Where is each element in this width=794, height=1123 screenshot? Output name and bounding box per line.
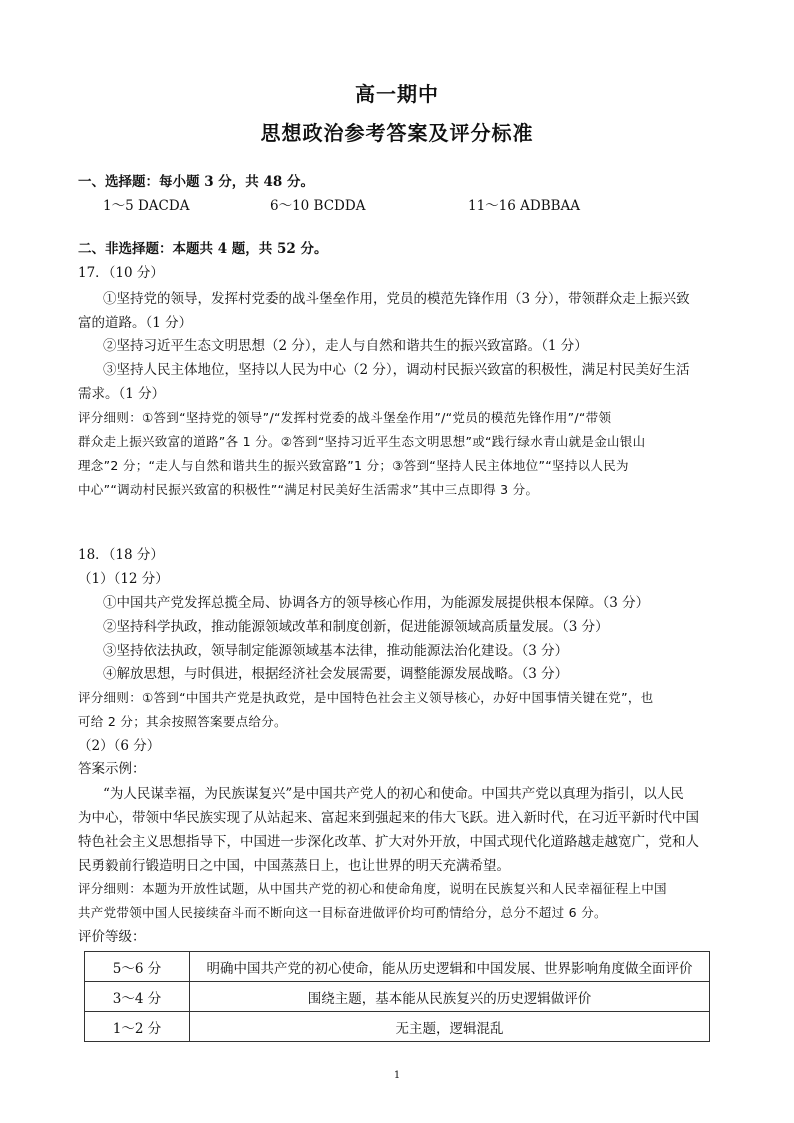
page-number: 1 xyxy=(393,1070,401,1081)
grade-description: 围绕主题，基本能从民族复兴的历史逻辑做评价 xyxy=(190,982,710,1012)
q18-label: 18．（18 分） xyxy=(78,547,164,563)
q18-example-line: 为中心，带领中华民族实现了从站起来、富起来到强起来的伟大飞跃。进入新时代，在习近平新时代中国 xyxy=(78,810,699,826)
q18-example-line: 民勇毅前行锻造明日之中国，中国蒸蒸日上，也让世界的明天充满希望。 xyxy=(78,858,510,874)
table-row xyxy=(85,982,710,1012)
q18-part2-label: （2）（6 分） xyxy=(78,738,161,754)
table-row xyxy=(85,952,710,982)
q17-answer-line: ①坚持党的领导，发挥村党委的战斗堡垒作用，党员的模范先锋作用（3 分），带领群众走上振兴致 xyxy=(103,291,690,307)
grade-level: 3～4 分 xyxy=(85,982,190,1012)
q17-answer-line: 富的道路。（1 分） xyxy=(78,315,193,331)
q18-part1-line: ④解放思想，与时俱进，根据经济社会发展需要，调整能源发展战略。（3 分） xyxy=(103,666,569,682)
q17-answer-line: 需求。（1 分） xyxy=(78,386,166,402)
q17-answer-line: ③坚持人民主体地位，坚持以人民为中心（2 分），调动村民振兴致富的积极性，满足村民美好生活 xyxy=(103,362,690,378)
q18-example-line: “为人民谋幸福，为民族谋复兴”是中国共产党人的初心和使命。中国共产党以真理为指引，以人民 xyxy=(103,786,684,802)
q17-label: 17．（10 分） xyxy=(78,265,164,281)
table-row xyxy=(85,1012,710,1042)
grade-level: 5～6 分 xyxy=(85,952,190,982)
q17-scoring-note: 理念”2 分；“走人与自然和谐共生的振兴致富路”1 分；③答到“坚持人民主体地位”“坚持以人民为 xyxy=(78,458,629,473)
q17-scoring-note: 群众走上振兴致富的道路”各 1 分。②答到“坚持习近平生态文明思想”或“践行绿水青山就是金山银山 xyxy=(78,434,646,449)
grade-level: 1～2 分 xyxy=(85,1012,190,1042)
q18-grade-label: 评价等级： xyxy=(78,929,146,945)
page-subtitle: 思想政治参考答案及评分标准 xyxy=(260,121,534,145)
q18-example-label: 答案示例： xyxy=(78,761,146,777)
mc-answers-1-5: 1～5 DACDA xyxy=(103,198,190,214)
section2-heading: 二、非选择题：本题共 4 题，共 52 分。 xyxy=(78,241,328,257)
grade-description: 明确中国共产党的初心使命，能从历史逻辑和中国发展、世界影响角度做全面评价 xyxy=(190,952,710,982)
q18-part1-label: （1）（12 分） xyxy=(78,571,169,587)
q18-part1-scoring-note: 评分细则：①答到“中国共产党是执政党，是中国特色社会主义领导核心，办好中国事情关键在党”，也 xyxy=(78,690,654,705)
q18-example-line: 特色社会主义思想指导下，中国进一步深化改革、扩大对外开放，中国式现代化道路越走越宽广，党和人 xyxy=(78,834,699,850)
q18-part1-scoring-note: 可给 2 分；其余按照答案要点给分。 xyxy=(78,714,287,729)
q18-part1-line: ②坚持科学执政，推动能源领域改革和制度创新，促进能源领域高质量发展。（3 分） xyxy=(103,619,609,635)
section1-heading: 一、选择题：每小题 3 分，共 48 分。 xyxy=(78,174,314,190)
q17-scoring-note: 中心”“调动村民振兴致富的积极性”“满足村民美好生活需求”其中三点即得 3 分。 xyxy=(78,482,539,497)
grading-table xyxy=(84,951,710,1042)
q17-scoring-note: 评分细则：①答到“坚持党的领导”/“发挥村党委的战斗堡垒作用”/“党员的模范先锋作用”/“带领 xyxy=(78,410,612,425)
q18-part2-scoring-note: 共产党带领中国人民接续奋斗而不断向这一目标奋进做评价均可酌情给分，总分不超过 6 分。 xyxy=(78,905,607,920)
mc-answers-11-16: 11～16 ADBBAA xyxy=(468,198,581,214)
q18-part2-scoring-note: 评分细则：本题为开放性试题，从中国共产党的初心和使命角度，说明在民族复兴和人民幸福征程上中国 xyxy=(78,881,667,896)
q18-part1-line: ③坚持依法执政，领导制定能源领域基本法律，推动能源法治化建设。（3 分） xyxy=(103,643,569,659)
q17-answer-line: ②坚持习近平生态文明思想（2 分），走人与自然和谐共生的振兴致富路。（1 分） xyxy=(103,338,588,354)
page-title: 高一期中 xyxy=(355,82,439,106)
grade-description: 无主题，逻辑混乱 xyxy=(190,1012,710,1042)
mc-answers-6-10: 6～10 BCDDA xyxy=(270,198,366,214)
q18-part1-line: ①中国共产党发挥总揽全局、协调各方的领导核心作用，为能源发展提供根本保障。（3 分） xyxy=(103,595,650,611)
